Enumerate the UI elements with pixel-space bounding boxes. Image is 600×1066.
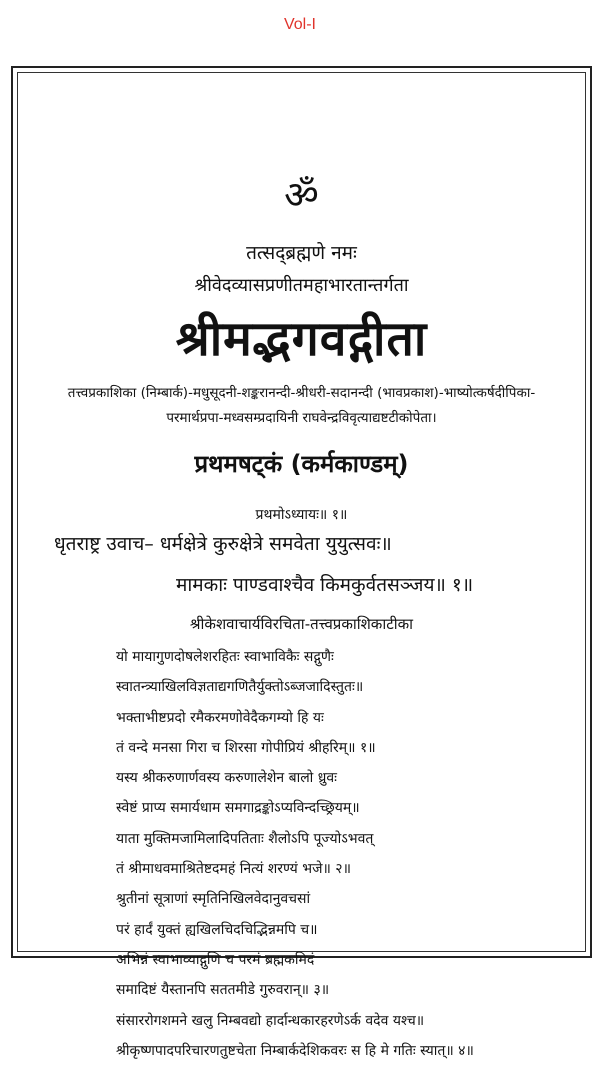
verse-line: तं श्रीमाधवमाश्रितेष्टदमहं नित्यं शरण्यं भजे॥ २॥ bbox=[116, 861, 351, 878]
invocation: तत्सद्ब्रह्मणे नमः bbox=[246, 242, 357, 264]
verse-line: अभिन्नं स्वाभाव्याद्गुणि च परमं ब्रह्मकमिदं bbox=[116, 951, 315, 968]
om-symbol: ॐ bbox=[284, 173, 319, 217]
verse-line: तं वन्दे मनसा गिरा च शिरसा गोपीप्रियं श्रीहरिम्॥ १॥ bbox=[116, 739, 376, 756]
invocation-verses bbox=[116, 642, 474, 1066]
commentaries-line-1: तत्त्वप्रकाशिका (निम्बार्क)-मधुसूदनी-शङ्करानन्दी-श्रीधरी-सदानन्दी (भावप्रकाश)-भाष्योत्कर्षदीपिका- bbox=[67, 385, 536, 401]
section-heading: प्रथमषट्कं (कर्मकाण्डम्) bbox=[194, 450, 409, 478]
volume-label: Vol-I bbox=[283, 16, 316, 33]
shloka-line-1: धृतराष्ट्र उवाच– धर्मक्षेत्रे कुरुक्षेत्रे समवेता युयुत्सवः॥ bbox=[54, 533, 392, 555]
verse-line: समादिष्टं यैस्तानपि सततमीडे गुरुवरान्॥ ३॥ bbox=[116, 982, 330, 999]
shloka-line-2: मामकाः पाण्डवाश्चैव किमकुर्वतसञ्जय॥ १॥ bbox=[176, 574, 474, 596]
inner-border bbox=[17, 72, 586, 1059]
page-border bbox=[11, 66, 592, 1059]
verse-line: स्वातन्त्र्याखिलविज्ञताद्यगणितैर्युक्तोऽब्जजादिस्तुतः॥ bbox=[116, 679, 364, 696]
verse-line: संसाररोगशमने खलु निम्बवद्यो हार्दान्धकारहरणेऽर्क वदेव यश्च॥ bbox=[116, 1012, 425, 1029]
commentaries-line-2: परमार्थप्रपा-मध्वसम्प्रदायिनी राघवेन्द्रविवृत्याद्यष्टटीकोपेता। bbox=[166, 410, 437, 426]
verse-line: यो मायागुणदोषलेशरहितः स्वाभाविकैः सद्गुणैः bbox=[116, 649, 334, 665]
verse-line: यस्य श्रीकरुणार्णवस्य करुणालेशेन बालो ध्रुवः bbox=[116, 770, 337, 787]
verse-line: श्रुतीनां सूत्राणां स्मृतिनिखिलवेदानुवचसां bbox=[116, 891, 311, 908]
verse-line: परं हार्दं युक्तं ह्यखिलचिदचिद्भिन्नमपि च॥ bbox=[116, 921, 318, 938]
verse-line: श्रीकृष्णपादपरिचारणतुष्टचेता निम्बार्कदेशिकवरः स हि मे गतिः स्यात्॥ ४॥ bbox=[116, 1042, 474, 1059]
commentary-heading: श्रीकेशवाचार्यविरचिता-तत्त्वप्रकाशिकाटीका bbox=[189, 615, 414, 633]
verse-line: भक्ताभीष्टप्रदो रमैकरमणोवेदैकगम्यो हि यः bbox=[116, 709, 324, 726]
chapter-heading: प्रथमोऽध्यायः॥ १॥ bbox=[255, 507, 348, 523]
subtitle: श्रीवेदव्यासप्रणीतमहाभारतान्तर्गता bbox=[194, 275, 409, 296]
verse-line: याता मुक्तिमजामिलादिपतिताः शैलोऽपि पूज्योऽभवत् bbox=[116, 830, 374, 847]
page-title: श्रीमद्भगवद्गीता bbox=[175, 311, 428, 367]
verse-line: स्वेष्टं प्राप्य समार्यधाम समगाद्रङ्कोऽप्यविन्दच्छ्रियम्॥ bbox=[116, 800, 360, 817]
